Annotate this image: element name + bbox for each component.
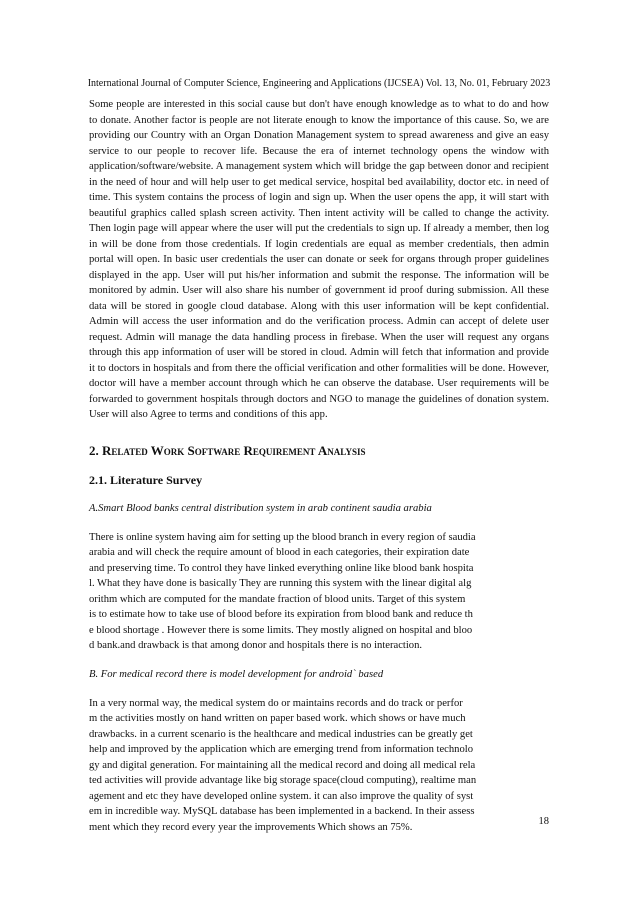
intro-paragraph: Some people are interested in this social cause but don't have enough knowledge as to what to do and how to donate. Another factor is people are not literate enough to know the importance of this cause. So, we are providing our Country with an Organ Donation Management system to spread awareness and give an easy service to our people to recover life. Because the era of internet technology opens the window with application/software/website. A management system which will bridge the gap between donor and recipient in the need of hour and will help user to get medical service, hospital bed availability, doctor etc. in need of time. This system contains the process of login and sign up. When the user opens the app, it will start with beautiful graphics called splash screen activity. Then intent activity will be called to change the activity. Then login page will appear where the user will put the credentials to sign up. If already a member, then log in will be done from those credentials. If login credentials are equal as member credentials, then admin portal will open. In basic user credentials the user can donate or seek for organs through proper guidelines displayed in the app. User will put his/her information and submit the response. The information will be monitored by admin. User will also share his number of government id proof during submission. All these data will be stored in google cloud database. Along with this user information will be kept confidential. Admin will access the user information and do the verification process. Admin can accept of delete user request. Admin will manage the data handling process in firebase. When the user will request any organs through this app information of user will be stored in cloud. Admin will fetch that information and provide it to doctors in hospitals and from there the official verification and other formalities will be done. However, doctor will have a member account through which he can observe the database. User requirements will be forwarded to government hospitals through doctors and NGO to manage the guidelines of donation system. User will also Agree to terms and conditions of this app. [89,99,549,420]
subsection-heading: 2.1. Literature Survey [89,472,203,487]
item-b-paragraph: In a very normal way, the medical system do or maintains records and do track or perfor m the activities mostly on hand written on paper based work. which shows or have much drawbacks. in a current scenario is the healthcare and medical industries can be greatly get help and improved by the application which are emerging trend from information technolo gy and digital generation. For maintaining all the medical record and doing all medical rela ted activities will provide advantage like big storage space(cloud computing), realtime man agement and etc they have developed online system. it can also improve the quality of syst em in incredible way. MySQL database has been implemented in a backend. In their assess ment which they record every year the improvements Which shows an 75%. [89,697,477,833]
section-heading-text: 2. Related Work Software Requirement Analysis [89,442,366,458]
page-content [89,97,549,835]
item-a-title: A.Smart Blood banks central distribution system in arab continent saudia arabia [89,502,432,514]
item-a-paragraph: There is online system having aim for setting up the blood branch in every region of saudia arabia and will check the require amount of blood in each categories, their expiration date and preserving time. To control they have linked everything online like blood bank hospita l. What they have done is basically They are running this system with the linear digital alg orithm which are computed for the mandate fraction of blood units. Target of this system is to estimate how to take use of blood before its expiration from blood bank and reduce th e blood shortage . However there is some limits. They mostly aligned on hospital and bloo d bank.and drawback is that among donor and hospitals there is no interaction. [89,531,476,651]
journal-header: International Journal of Computer Science, Engineering and Applications (IJCSEA) Vol. 13, No. 01, February 2023 [87,78,551,89]
page-number: 18 [538,816,549,827]
section-heading [89,442,549,459]
item-b-title: B. For medical record there is model development for android` based [89,668,384,680]
